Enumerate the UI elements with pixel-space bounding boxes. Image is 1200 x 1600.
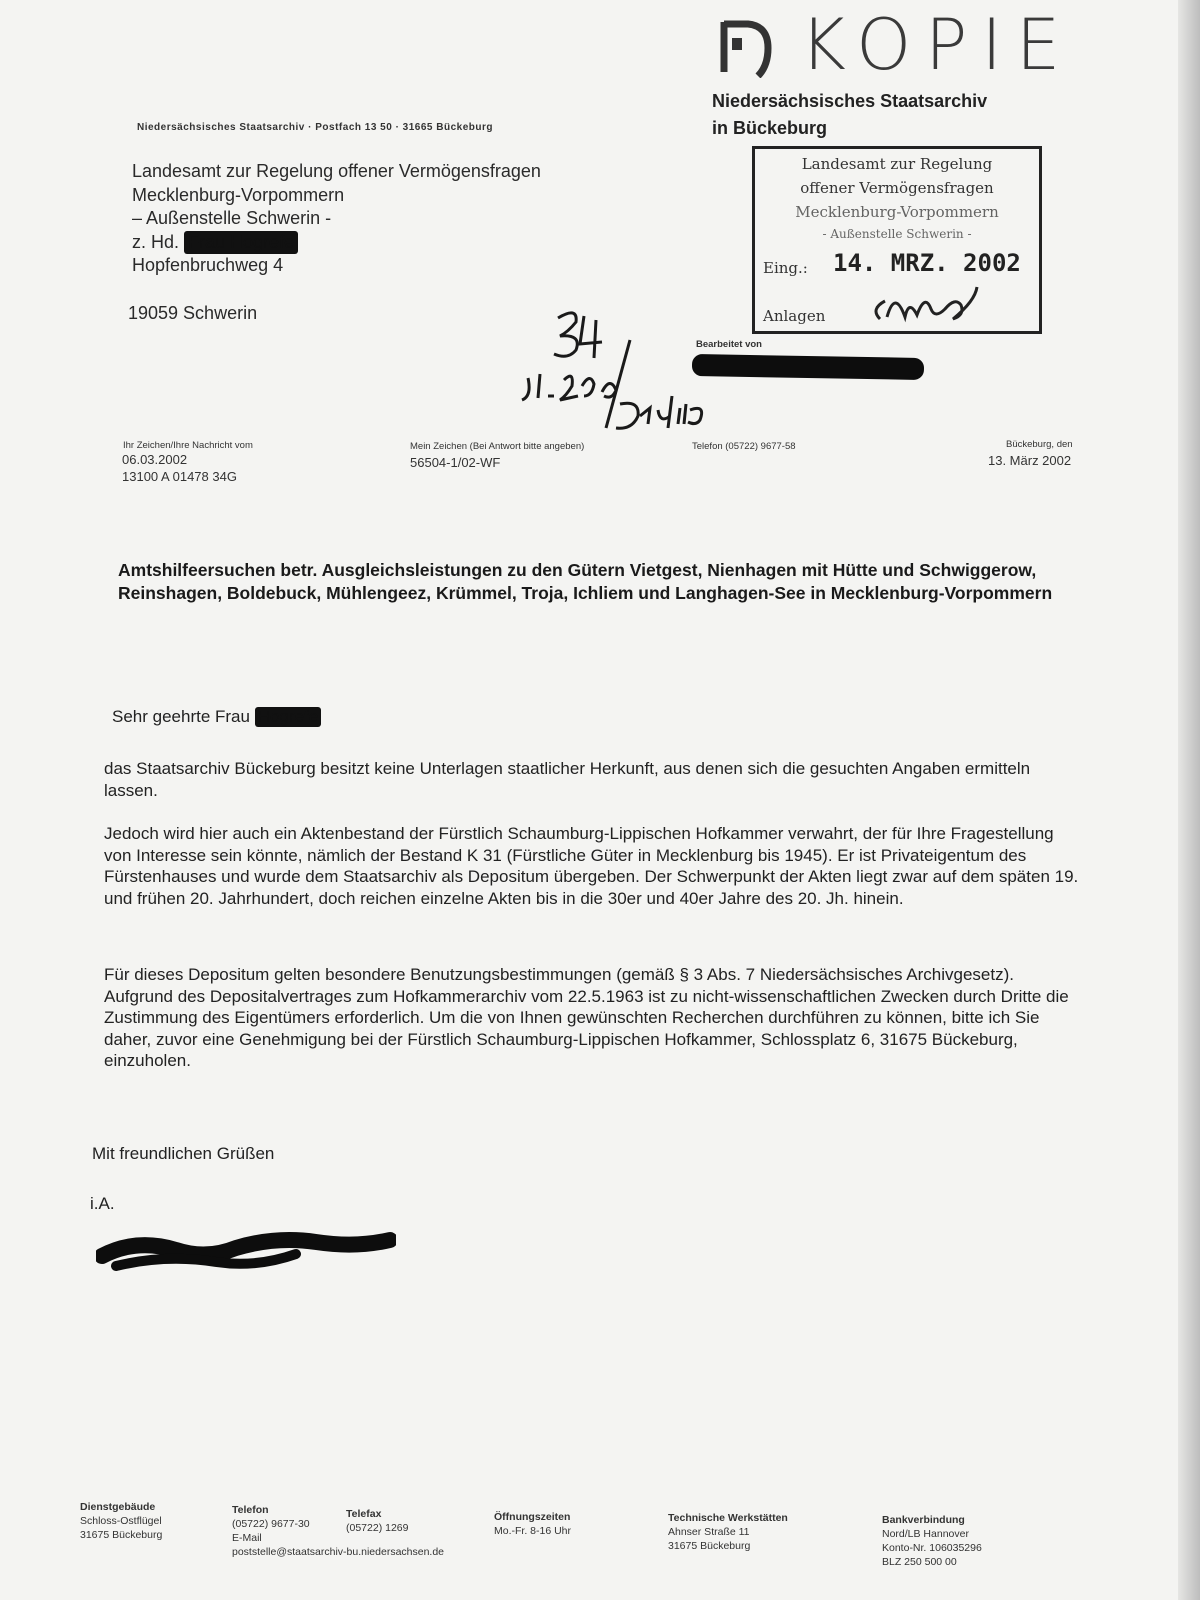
footer-oeff-heading: Öffnungszeiten <box>494 1511 571 1523</box>
archive-name <box>712 88 987 142</box>
footer-tel-heading: Telefon <box>232 1504 269 1516</box>
greeting <box>112 707 321 727</box>
body-paragraph-2: Jedoch wird hier auch ein Aktenbestand der Fürstlich Schaumburg-Lippischen Hofkammer verwahrt, der für Ihre Fragestellung von Interesse sein könnte, nämlich der Bestand K 31 (Fürstliche Güter in Mecklenburg bis 1945). Er ist Privateigentum des Fürstenhauses und wurde dem Staatsarchiv als Depositum übergeben. Der Schwerpunkt der Akten liegt zwar auf dem späten 19. und frühen 20. Jahrhundert, doch reichen einzelne Akten bis in die 30er und 40er Jahre des 20. Jh. hinein. <box>104 824 1079 908</box>
recipient-street: Hopfenbruchweg 4 <box>132 255 284 275</box>
stamp-line2: offener Vermögensfragen <box>800 179 994 197</box>
recipient-address <box>132 160 541 278</box>
footer-bank-line3: BLZ 250 500 00 <box>882 1556 957 1568</box>
closing: Mit freundlichen Grüßen <box>92 1144 275 1163</box>
mein-zeichen-label: Mein Zeichen (Bei Antwort bitte angeben) <box>410 441 585 452</box>
redacted-attn-name: Frau Hogrefe <box>184 231 298 255</box>
footer-email: poststelle@staatsarchiv-bu.niedersachsen.de <box>232 1546 445 1558</box>
greeting-prefix: Sehr geehrte Frau <box>112 707 250 726</box>
ihr-zeichen-date: 06.03.2002 <box>122 452 188 467</box>
stamp-line3: Mecklenburg-Vorpommern <box>795 203 999 221</box>
recipient-city: 19059 Schwerin <box>128 303 258 323</box>
signature-prefix: i.A. <box>90 1194 115 1213</box>
body-paragraph-1: das Staatsarchiv Bückeburg besitzt keine Unterlagen staatlicher Herkunft, aus denen sich die gesuchten Angaben ermitteln lassen. <box>104 759 1031 800</box>
stamp-line4: - Außenstelle Schwerin - <box>822 227 972 241</box>
footer-bankverbindung <box>882 1513 982 1569</box>
telefon-label: Telefon (05722) 9677-58 <box>692 441 796 452</box>
footer-werkstaetten <box>668 1511 788 1553</box>
ihr-zeichen-label: Ihr Zeichen/Ihre Nachricht vom <box>123 440 253 451</box>
recipient-line1: Landesamt zur Regelung offener Vermögensfragen <box>132 161 541 181</box>
ort-label: Bückeburg, den <box>1006 439 1073 450</box>
footer-fax-heading: Telefax <box>346 1508 382 1520</box>
footer-bank-line2: Konto-Nr. 106035296 <box>882 1542 982 1554</box>
footer-dienst-line1: Schloss-Ostflügel <box>80 1515 162 1527</box>
kopie-stamp: KOPIE <box>800 4 1075 86</box>
letter-subject: Amtshilfeersuchen betr. Ausgleichsleistungen zu den Gütern Vietgest, Nienhagen mit Hütte und Schwiggerow, Reinshagen, Boldebuck, Mühlengeez, Krümmel, Troja, Ichliem und Langhagen-See in Mecklenburg-Vorpommern <box>118 560 1053 603</box>
sender-line: Niedersächsisches Staatsarchiv · Postfach 13 50 · 31665 Bückeburg <box>137 122 493 133</box>
letter-date: 13. März 2002 <box>988 453 1072 468</box>
recipient-line2: Mecklenburg-Vorpommern <box>132 184 345 205</box>
footer-werk-line1: Ahnser Straße 11 <box>668 1526 750 1538</box>
footer-tel-line1: (05722) 9677-30 <box>232 1518 310 1530</box>
attn-prefix: z. Hd. <box>132 231 180 252</box>
archive-logo-icon <box>718 16 776 78</box>
footer-telefon <box>232 1503 444 1559</box>
archive-name-line1: Niedersächsisches Staatsarchiv <box>712 91 988 111</box>
body-paragraph-3: Für dieses Depositum gelten besondere Benutzungsbestimmungen (gemäß § 3 Abs. 7 Niedersächsisches Archivgesetz). Aufgrund des Depositalvertrages zum Hofkammerarchiv vom 22.5.1963 ist zu nicht-wissenschaftlichen Zwecken durch Dritte die Zustimmung des Eigentümers erforderlich. Um die von Ihnen gewünschten Recherchen durchführen zu können, bitte ich Sie daher, zuvor eine Genehmigung bei der Fürstlich Schaumburg-Lippischen Hofkammer, Schlossplatz 6, 31675 Bückeburg, einzuholen. <box>104 965 1069 1071</box>
received-stamp <box>752 146 1042 334</box>
ihr-zeichen-ref: 13100 A 01478 34G <box>122 469 237 484</box>
recipient-line3: – Außenstelle Schwerin - <box>132 208 332 228</box>
footer-fax-line1: (05722) 1269 <box>346 1522 409 1534</box>
stamp-anlagen-label: Anlagen <box>763 307 826 325</box>
footer-bank-heading: Bankverbindung <box>882 1514 965 1526</box>
stamp-initials-signature-icon <box>865 279 985 329</box>
redacted-signature-icon <box>96 1226 396 1286</box>
stamp-line1: Landesamt zur Regelung <box>801 155 993 173</box>
footer-oeffnungszeiten <box>494 1510 571 1538</box>
redacted-clerk-name <box>692 354 924 380</box>
recipient-attn <box>132 231 541 255</box>
footer-oeff-line1: Mo.-Fr. 8-16 Uhr <box>494 1525 572 1537</box>
stamp-date: 14. MRZ. 2002 <box>833 249 1021 277</box>
footer-werk-heading: Technische Werkstätten <box>668 1512 788 1524</box>
redacted-greeting-name: Hogrefe <box>255 707 321 727</box>
footer-dienstgebaeude <box>80 1500 162 1542</box>
mein-zeichen-value: 56504-1/02-WF <box>410 455 501 470</box>
footer-dienst-line2: 31675 Bückeburg <box>80 1529 163 1541</box>
footer-bank-line1: Nord/LB Hannover <box>882 1528 969 1540</box>
footer-telefax <box>346 1507 408 1535</box>
stamp-eing-label: Eing.: <box>763 259 808 277</box>
footer-dienst-heading: Dienstgebäude <box>80 1501 156 1513</box>
footer-email-heading: E-Mail <box>232 1532 262 1544</box>
bearbeitet-label: Bearbeitet von <box>696 339 762 350</box>
archive-name-line2: in Bückeburg <box>712 118 828 138</box>
footer-werk-line2: 31675 Bückeburg <box>668 1540 751 1552</box>
